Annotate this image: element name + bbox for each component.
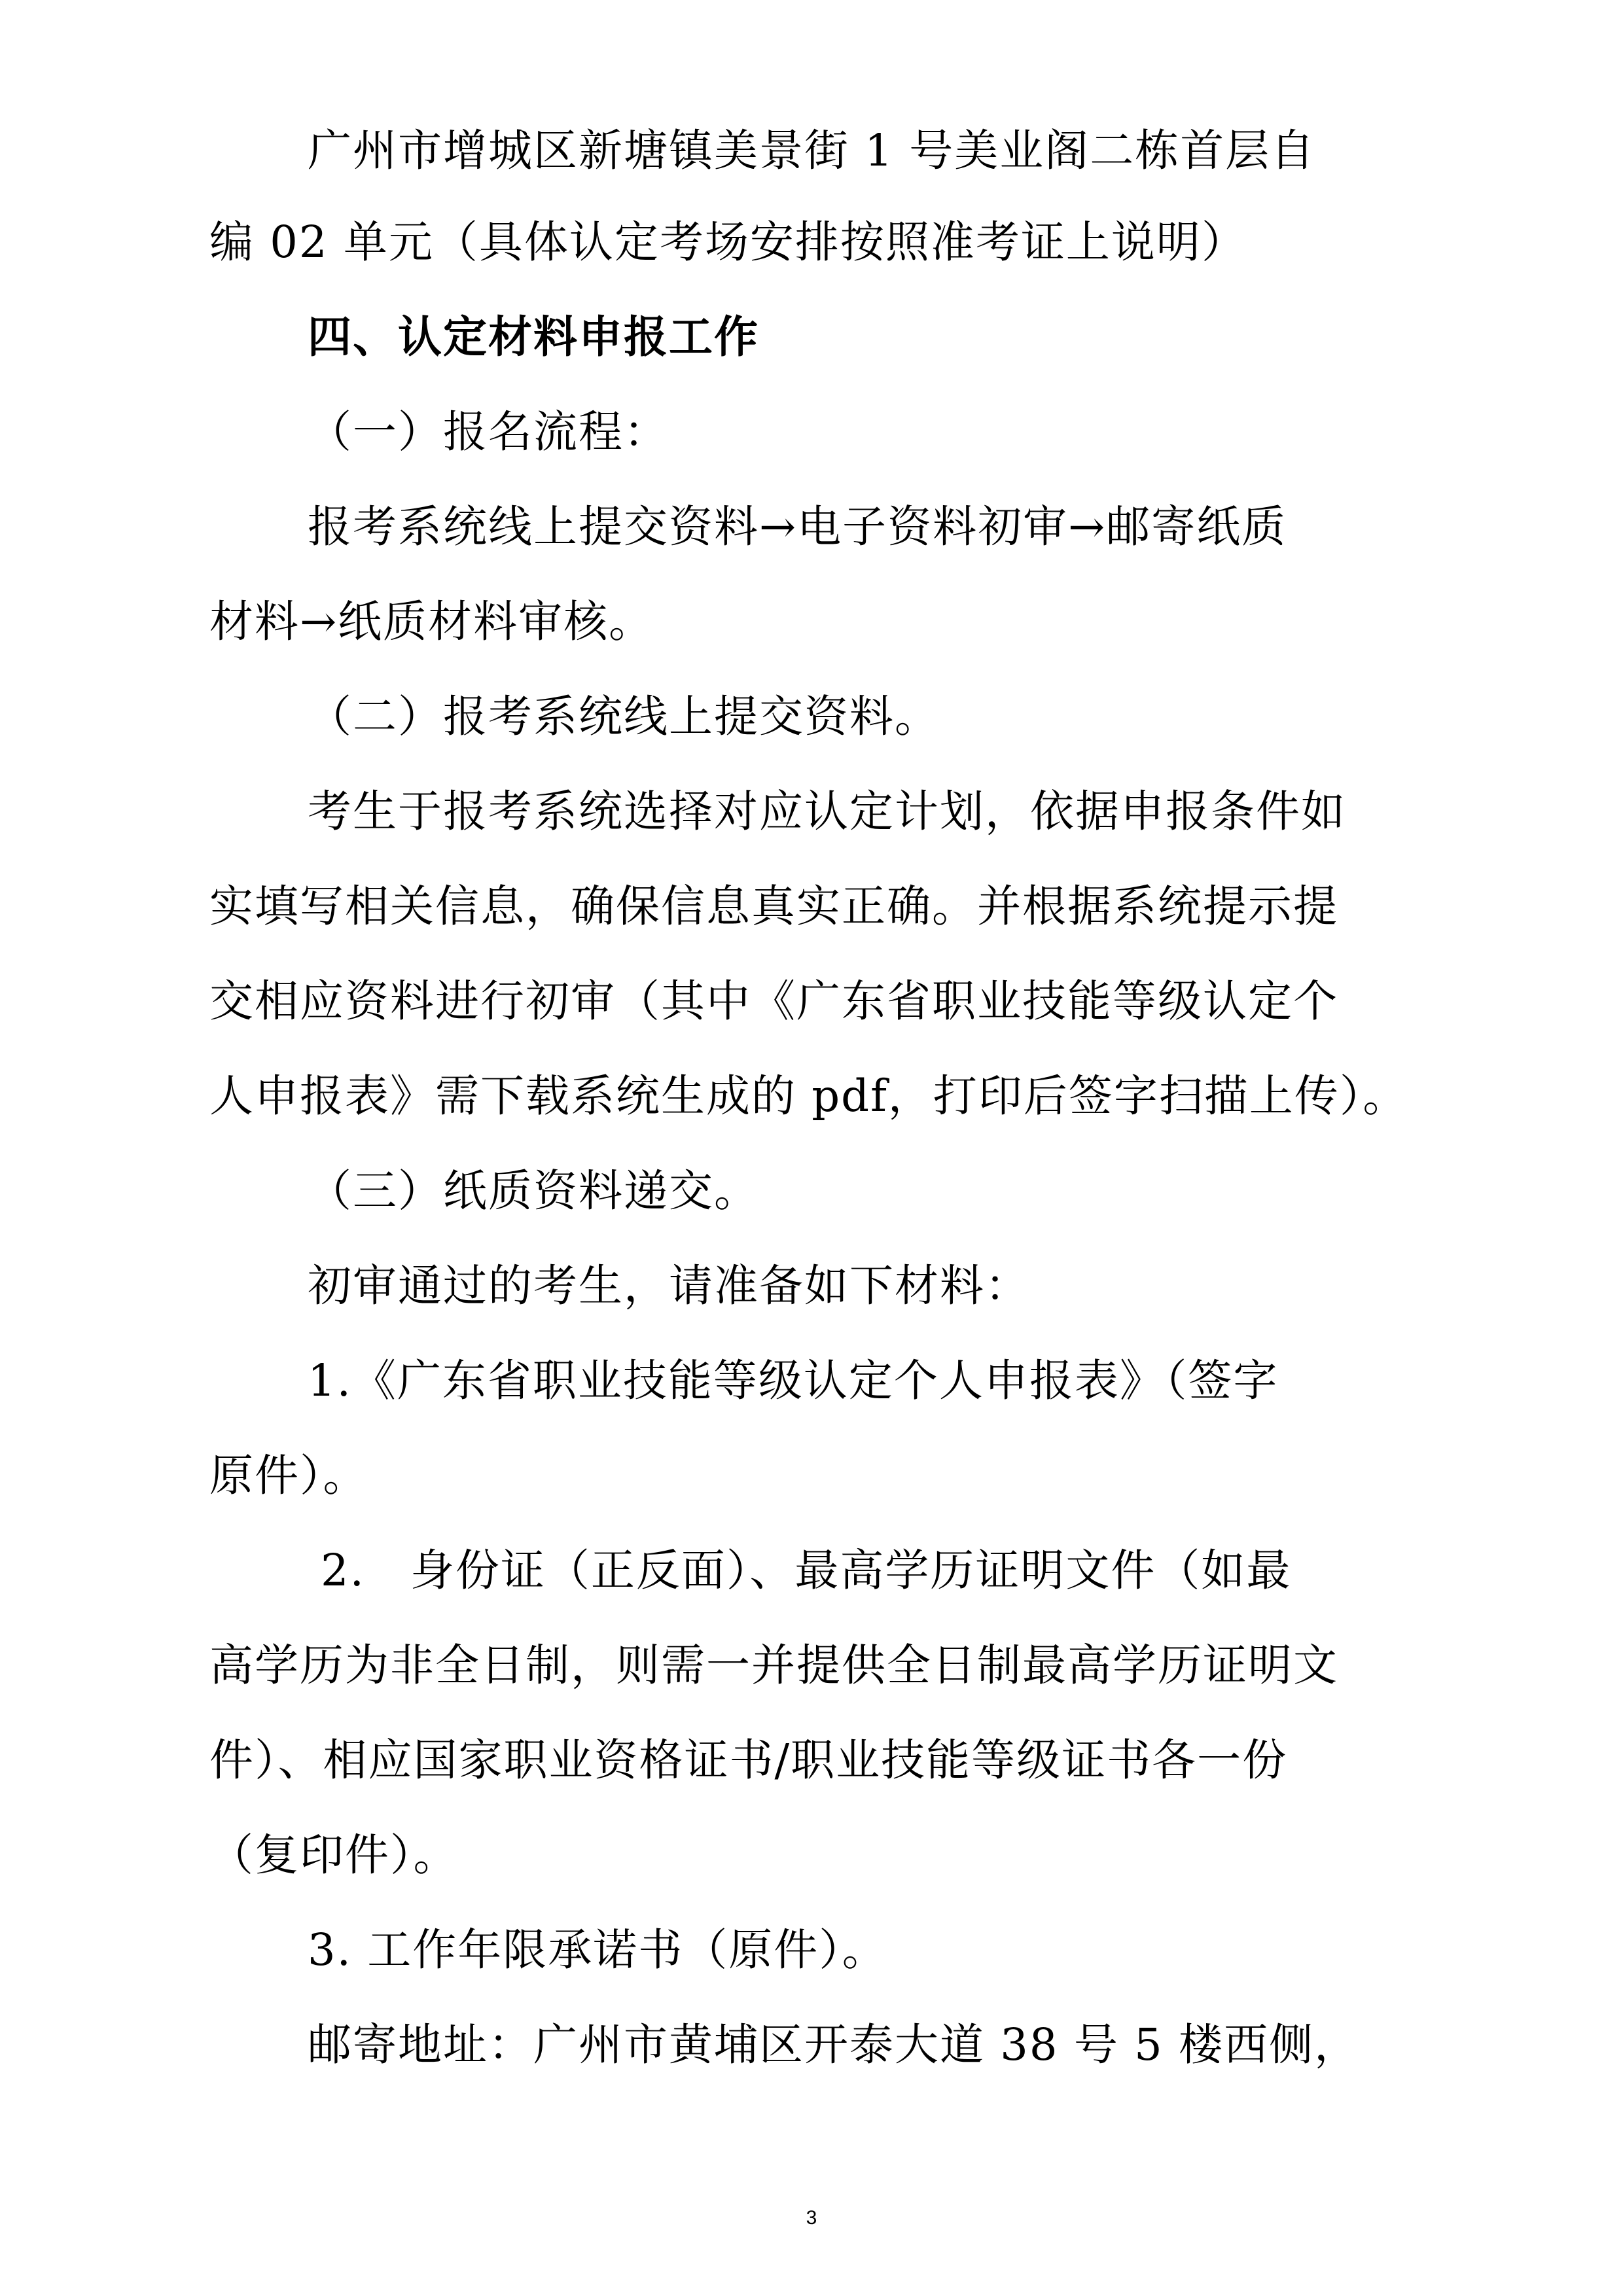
list-item-3: 3. 工作年限承诺书（原件）。 [308, 1924, 887, 1975]
list-item-1-line-2: 原件）。 [209, 1450, 368, 1501]
text-line-address-1: 广州市增城区新塘镇美景街 1 号美业阁二栋首层自 [308, 125, 1316, 176]
subheading-3: （三）纸质资料递交。 [308, 1165, 759, 1216]
text-line-online-3: 交相应资料进行初审（其中《广东省职业技能等级认定个 [209, 976, 1338, 1027]
subheading-1: （一）报名流程： [308, 406, 669, 457]
text-line-process-2: 材料→纸质材料审核。 [209, 596, 654, 647]
list-item-1-line-1: 1.《广东省职业技能等级认定个人申报表》（签字 [308, 1355, 1279, 1406]
list-item-2-line-4: （复印件）。 [209, 1829, 459, 1881]
list-item-2-line-3: 件）、相应国家职业资格证书/职业技能等级证书各一份 [209, 1735, 1288, 1786]
section-heading-4: 四、认定材料申报工作 [308, 311, 759, 362]
text-line-online-4: 人申报表》需下载系统生成的 pdf，打印后签字扫描上传）。 [209, 1070, 1408, 1122]
text-line-materials-intro: 初审通过的考生，请准备如下材料： [308, 1260, 1030, 1311]
text-line-process-1: 报考系统线上提交资料→电子资料初审→邮寄纸质 [308, 501, 1287, 552]
text-line-online-2: 实填写相关信息，确保信息真实正确。并根据系统提示提 [209, 881, 1338, 932]
subheading-2: （二）报考系统线上提交资料。 [308, 691, 940, 742]
text-line-mailing-address: 邮寄地址：广州市黄埔区开泰大道 38 号 5 楼西侧， [308, 2019, 1360, 2070]
page-number: 3 [806, 2207, 817, 2229]
list-item-2-line-2: 高学历为非全日制，则需一并提供全日制最高学历证明文 [209, 1640, 1338, 1691]
text-line-address-2: 编 02 单元（具体认定考场安排按照准考证上说明） [209, 217, 1247, 268]
list-item-2-line-1: 2. 身份证（正反面）、最高学历证明文件（如最 [321, 1545, 1292, 1596]
text-line-online-1: 考生于报考系统选择对应认定计划，依据申报条件如 [308, 786, 1346, 837]
